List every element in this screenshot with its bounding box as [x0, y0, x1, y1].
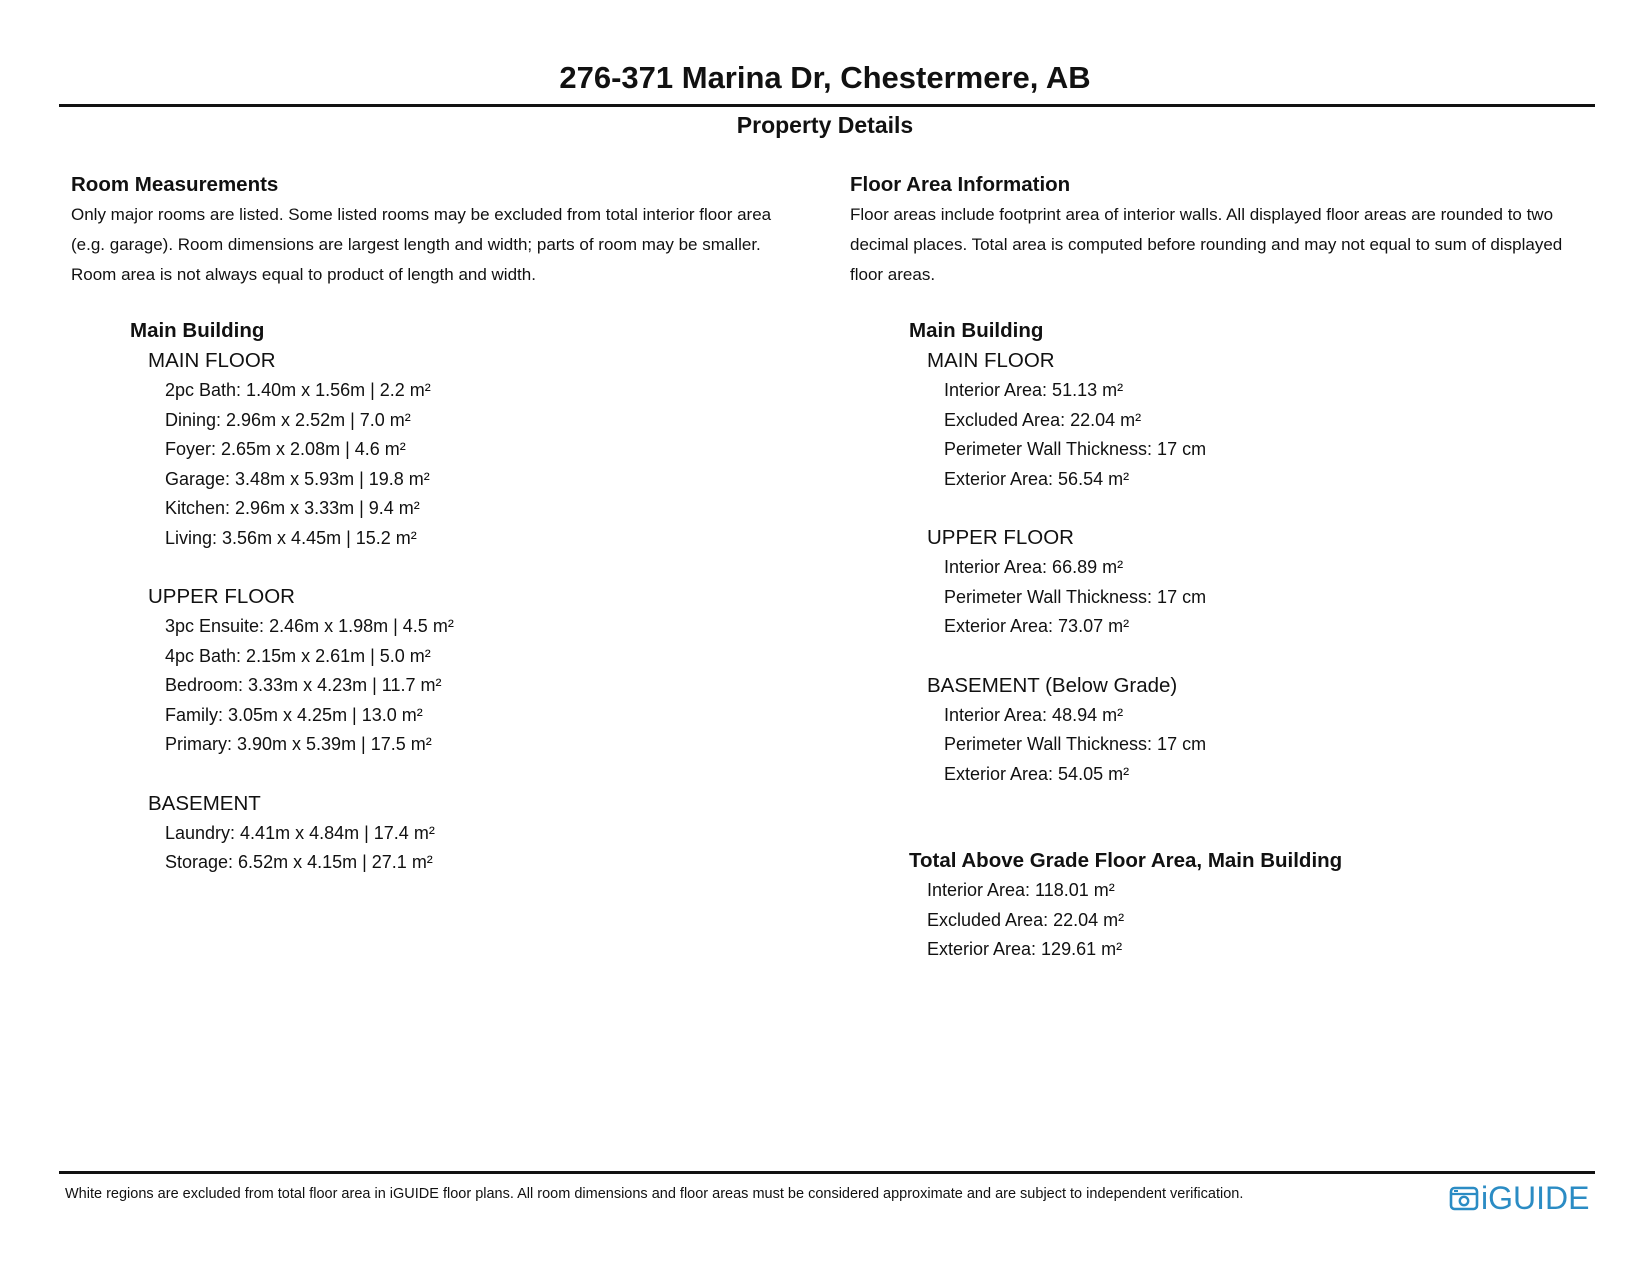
- area-item: Interior Area: 66.89 m²: [944, 557, 1124, 577]
- total-area-list: [850, 876, 1610, 965]
- areas-floor-main: [850, 346, 1610, 494]
- areas-floor-basement: [850, 671, 1610, 790]
- rooms-floor-basement: [71, 789, 831, 878]
- room-item: 2pc Bath: 1.40m x 1.56m | 2.2 m²: [165, 380, 431, 400]
- rooms-building-heading: Main Building: [130, 319, 265, 342]
- floor-area-heading: Floor Area Information: [850, 173, 1071, 196]
- room-list: [71, 376, 831, 553]
- floor-name: MAIN FLOOR: [927, 349, 1055, 372]
- area-list: [850, 376, 1610, 494]
- room-item: Laundry: 4.41m x 4.84m | 17.4 m²: [165, 822, 435, 843]
- page-subtitle: Property Details: [736, 112, 914, 138]
- room-item: Kitchen: 2.96m x 3.33m | 9.4 m²: [165, 498, 420, 518]
- floor-area-desc-line: Floor areas include footprint area of interior walls. All displayed floor areas are rounded to two: [850, 205, 1554, 224]
- room-item: 3pc Ensuite: 2.46m x 1.98m | 4.5 m²: [165, 616, 454, 636]
- room-item: Dining: 2.96m x 2.52m | 7.0 m²: [165, 409, 411, 430]
- room-item: 4pc Bath: 2.15m x 2.61m | 5.0 m²: [165, 645, 431, 666]
- room-measurements-desc-line: Room area is not always equal to product of length and width.: [71, 265, 536, 284]
- iguide-logo-text: iGUIDE: [1481, 1180, 1590, 1216]
- floor-name: MAIN FLOOR: [148, 349, 276, 372]
- area-list: [850, 701, 1610, 790]
- room-list: [71, 819, 831, 878]
- area-item: Interior Area: 51.13 m²: [944, 380, 1124, 400]
- iguide-camera-icon: [1449, 1183, 1479, 1213]
- floor-name: BASEMENT: [148, 791, 261, 815]
- room-item: Bedroom: 3.33m x 4.23m | 11.7 m²: [165, 675, 442, 695]
- rooms-floor-upper: [71, 582, 831, 760]
- rooms-floor-main: [71, 346, 831, 553]
- area-item: Perimeter Wall Thickness: 17 cm: [944, 439, 1207, 459]
- room-item: Garage: 3.48m x 5.93m | 19.8 m²: [165, 468, 430, 489]
- area-item: Exterior Area: 73.07 m²: [944, 616, 1130, 636]
- floor-name: UPPER FLOOR: [927, 526, 1074, 549]
- area-item: Interior Area: 48.94 m²: [944, 704, 1124, 725]
- iguide-logo: [1449, 1178, 1589, 1218]
- room-item: Foyer: 2.65m x 2.08m | 4.6 m²: [165, 439, 406, 459]
- footer-disclaimer: White regions are excluded from total floor area in iGUIDE floor plans. All room dimensions and floor areas must be considered approximate and are subject to independent verification.: [65, 1186, 1244, 1202]
- room-measurements-section: [71, 170, 831, 878]
- total-above-grade-heading: Total Above Grade Floor Area, Main Building: [909, 849, 1343, 872]
- total-area-item: Excluded Area: 22.04 m²: [927, 909, 1125, 930]
- footer-rule: [59, 1171, 1595, 1174]
- area-item: Exterior Area: 54.05 m²: [944, 763, 1130, 784]
- floor-area-desc-line: floor areas.: [850, 265, 936, 284]
- room-measurements-desc-line: Only major rooms are listed. Some listed rooms may be excluded from total interior floor area: [71, 205, 772, 224]
- area-list: [850, 553, 1610, 642]
- areas-building-heading: Main Building: [909, 319, 1044, 342]
- room-item: Living: 3.56m x 4.45m | 15.2 m²: [165, 527, 417, 548]
- area-item: Exterior Area: 56.54 m²: [944, 468, 1130, 489]
- floor-area-section: [850, 170, 1610, 965]
- room-item: Family: 3.05m x 4.25m | 13.0 m²: [165, 704, 423, 725]
- room-list: [71, 612, 831, 760]
- room-measurements-desc-line: (e.g. garage). Room dimensions are largest length and width; parts of room may be smaller.: [71, 235, 761, 254]
- total-area-item: Interior Area: 118.01 m²: [927, 880, 1115, 900]
- total-above-grade-section: [850, 846, 1610, 965]
- room-item: Primary: 3.90m x 5.39m | 17.5 m²: [165, 734, 432, 754]
- area-item: Excluded Area: 22.04 m²: [944, 409, 1142, 430]
- title-rule: [59, 104, 1595, 107]
- total-area-item: Exterior Area: 129.61 m²: [927, 939, 1123, 959]
- page-title: 276-371 Marina Dr, Chestermere, AB: [559, 60, 1091, 95]
- room-measurements-heading: Room Measurements: [71, 173, 279, 196]
- floor-name: BASEMENT (Below Grade): [927, 673, 1178, 697]
- floor-area-desc-line: decimal places. Total area is computed before rounding and may not equal to sum of displayed: [850, 235, 1563, 254]
- floor-name: UPPER FLOOR: [148, 585, 295, 608]
- area-item: Perimeter Wall Thickness: 17 cm: [944, 734, 1207, 754]
- area-item: Perimeter Wall Thickness: 17 cm: [944, 586, 1207, 607]
- room-item: Storage: 6.52m x 4.15m | 27.1 m²: [165, 852, 433, 872]
- areas-floor-upper: [850, 523, 1610, 642]
